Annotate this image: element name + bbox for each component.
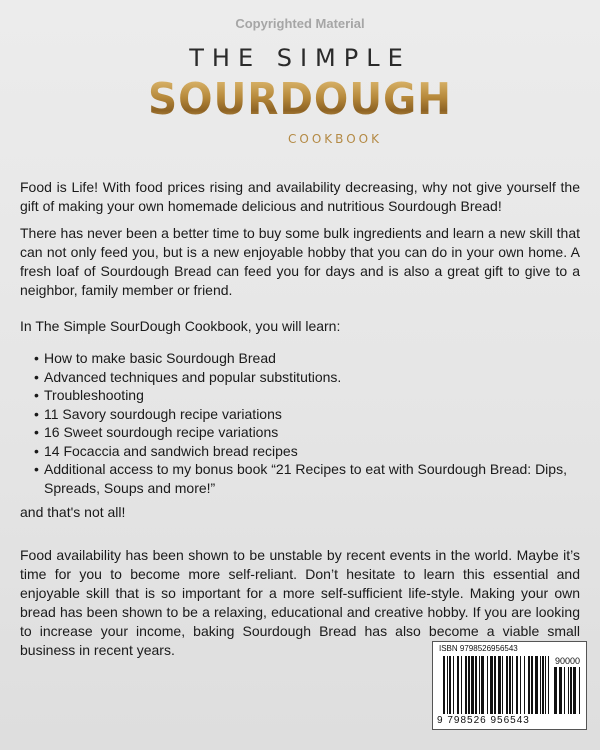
- isbn-label: ISBN 9798526956543: [439, 644, 518, 653]
- list-item: • 11 Savory sourdough recipe variations: [34, 405, 574, 424]
- paragraph-food-availability: Food availability has been shown to be unstable by recent events in the world. Maybe it’s time for you to become more self-reliant. Don’t hesitate to learn this essential and enjoyable skill that is so important for a more self-sufficient life-style. Making your own bread has been shown to be a relaxing, educational and creative hobby. If you are looking to increase your income, baking Sourdough Bread has also become a viable small business in recent years.: [20, 547, 580, 658]
- watermark-top: Copyrighted Material: [235, 16, 365, 31]
- barcode-addon-bars-icon: [554, 667, 582, 714]
- isbn-digits: 9 798526 956543: [437, 715, 530, 726]
- list-item: • 16 Sweet sourdough recipe variations: [34, 423, 574, 442]
- list-item: • 14 Focaccia and sandwich bread recipes: [34, 442, 574, 461]
- learn-list: [34, 349, 574, 497]
- list-item: • Additional access to my bonus book “21 Recipes to eat with Sourdough Bread: Dips, Spreads, Soups and more!”: [34, 460, 574, 497]
- list-item: • Troubleshooting: [34, 386, 574, 405]
- paragraph-learn-heading: In The Simple SourDough Cookbook, you will learn:: [20, 318, 341, 334]
- title-line-cookbook: COOKBOOK: [288, 132, 382, 146]
- title-line-sourdough: SOURDOUGH: [24, 74, 576, 126]
- paragraph-skill: There has never been a better time to buy some bulk ingredients and learn a new skill that can not only feed you, but is a new enjoyable hobby that you can do in your own home. A fresh loaf of Sourdough Bread can feed you for days and is also a great gift to give to a neighbor, family member or friend.: [20, 225, 580, 298]
- list-item: • Advanced techniques and popular substitutions.: [34, 368, 574, 387]
- paragraph-intro: Food is Life! With food prices rising and availability decreasing, why not give yourself the gift of making your own homemade delicious and nutritious Sourdough Bread!: [20, 179, 580, 214]
- barcode-bars-icon: [443, 656, 549, 714]
- price-code: 90000: [555, 656, 581, 666]
- title-line-the-simple: THE SIMPLE: [189, 44, 411, 72]
- list-item: • How to make basic Sourdough Bread: [34, 349, 574, 368]
- paragraph-not-all: and that's not all!: [20, 504, 126, 520]
- isbn-barcode: [432, 641, 587, 730]
- book-title: [0, 44, 600, 146]
